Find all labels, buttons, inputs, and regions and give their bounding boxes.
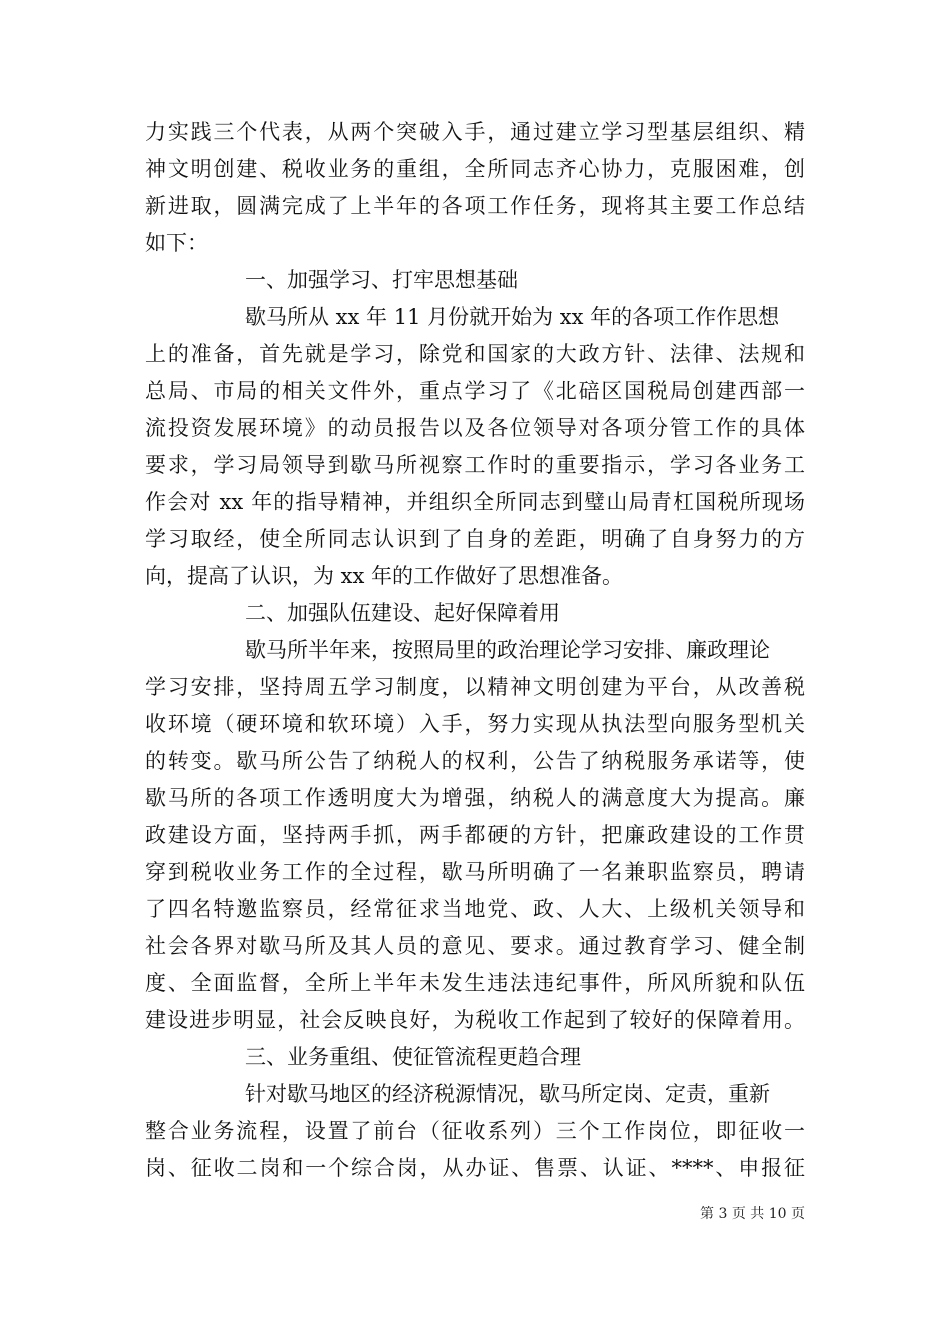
body-line: 上的准备，首先就是学习，除党和国家的大政方针、法律、法规和 (145, 342, 805, 366)
paragraph-first-line: 歇马所半年来，按照局里的政治理论学习安排、廉政理论 (245, 638, 770, 662)
body-line: 学习取经，使全所同志认识到了自身的差距，明确了自身努力的方 (145, 527, 805, 551)
body-line: 穿到税收业务工作的全过程，歇马所明确了一名兼职监察员，聘请 (145, 860, 805, 884)
section-heading-2: 二、加强队伍建设、起好保障着用 (245, 601, 560, 625)
body-line: 政建设方面，坚持两手抓，两手都硬的方针，把廉政建设的工作贯 (145, 823, 805, 847)
body-line: 整合业务流程，设置了前台（征收系列）三个工作岗位，即征收一 (145, 1119, 805, 1143)
body-line: 歇马所的各项工作透明度大为增强，纳税人的满意度大为提高。廉 (145, 786, 805, 810)
page-number-footer: 第 3 页 共 10 页 (700, 1206, 805, 1222)
body-line: 度、全面监督，全所上半年未发生违法违纪事件，所风所貌和队伍 (145, 971, 805, 995)
body-line: 流投资发展环境》的动员报告以及各位领导对各项分管工作的具体 (145, 416, 805, 440)
body-line: 建设进步明显，社会反映良好，为税收工作起到了较好的保障着用。 (145, 1008, 805, 1032)
body-line: 如下： (145, 231, 208, 255)
body-line: 力实践三个代表，从两个突破入手，通过建立学习型基层组织、精 (145, 120, 805, 144)
body-line: 要求，学习局领导到歇马所视察工作时的重要指示，学习各业务工 (145, 453, 805, 477)
body-line: 总局、市局的相关文件外，重点学习了《北碚区国税局创建西部一 (145, 379, 805, 403)
section-heading-1: 一、加强学习、打牢思想基础 (245, 268, 518, 292)
body-line: 岗、征收二岗和一个综合岗，从办证、售票、认证、****、申报征 (145, 1156, 805, 1180)
paragraph-first-line: 针对歇马地区的经济税源情况，歇马所定岗、定责，重新 (245, 1082, 770, 1106)
body-line: 作会对 xx 年的指导精神，并组织全所同志到璧山局青杠国税所现场 (145, 490, 805, 514)
section-heading-3: 三、业务重组、使征管流程更趋合理 (245, 1045, 581, 1069)
body-line: 了四名特邀监察员，经常征求当地党、政、人大、上级机关领导和 (145, 897, 805, 921)
body-line: 神文明创建、税收业务的重组，全所同志齐心协力，克服困难，创 (145, 157, 805, 181)
body-line: 收环境（硬环境和软环境）入手，努力实现从执法型向服务型机关 (145, 712, 805, 736)
body-line: 学习安排，坚持周五学习制度，以精神文明创建为平台，从改善税 (145, 675, 805, 699)
body-line: 社会各界对歇马所及其人员的意见、要求。通过教育学习、健全制 (145, 934, 805, 958)
body-line: 的转变。歇马所公告了纳税人的权利，公告了纳税服务承诺等，使 (145, 749, 805, 773)
document-body (145, 114, 805, 1187)
body-line: 新进取，圆满完成了上半年的各项工作任务，现将其主要工作总结 (145, 194, 805, 218)
paragraph-first-line: 歇马所从 xx 年 11 月份就开始为 xx 年的各项工作作思想 (245, 305, 780, 329)
body-line: 向，提高了认识，为 xx 年的工作做好了思想准备。 (145, 564, 624, 588)
